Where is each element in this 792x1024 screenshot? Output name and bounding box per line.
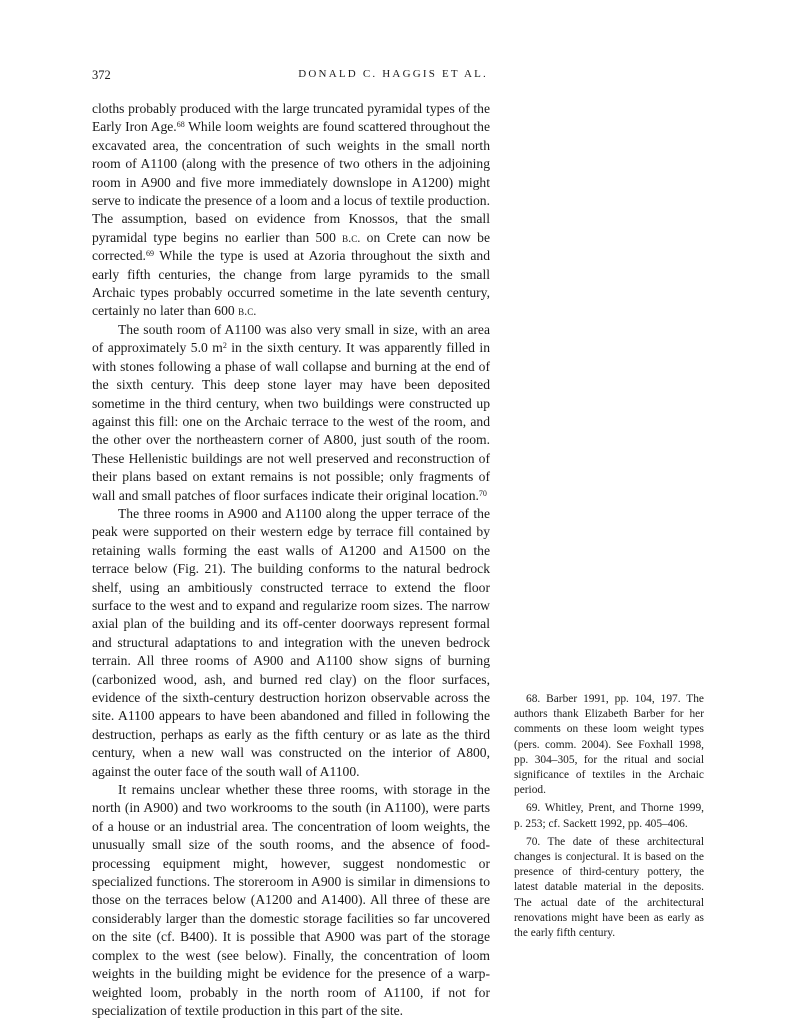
paragraph-2: The south room of A1100 was also very small in size, with an area of approximately 5.0 $m^2$ in the sixth century. It was apparently filled in with stones following a phase of wall collapse and burning at the end of the sixth century. This deep stone layer may have been deposited sometime in the third century, when two buildings were constructed up against this fill: one on the Archaic terrace to the west of the room, and the other over the northeastern corner of A800, just south of the room. These Hellenistic buildings are not well preserved and reconstruction of their plans based on extant remains is not possible; only fragments of wall and small patches of floor surfaces indicate their original location.$^{70}$ <box>92 321 490 503</box>
footnote-69: 69. Whitley, Prent, and Thorne 1999, p. 253; cf. Sackett 1992, pp. 405–406. <box>514 802 704 830</box>
body-text <box>92 100 490 1020</box>
paragraph-3: The three rooms in A900 and A1100 along the upper terrace of the peak were supported on their western edge by terrace fill contained by retaining walls forming the east walls of A1200 and A1500 on the terrace below (Fig. 21). The building conforms to the natural bedrock shelf, using an ambitiously constructed terrace to extend the floor surface to the west and to expand and regularize room sizes. The narrow axial plan of the building and its off-center doorways represent formal and structural adaptations to and integration with the uneven bedrock terrain. All three rooms of A900 and A1100 show signs of burning (carbonized wood, ash, and burned red clay) on the floor surfaces, evidence of the sixth-century destruction horizon observable across the site. A1100 appears to have been abandoned and filled in following the destruction, perhaps as early as the fifth century or as late as the third century, when a new wall was constructed on the interior of A800, against the outer face of the south wall of A1100. <box>92 505 490 779</box>
page-number: 372 <box>92 68 111 82</box>
footnotes <box>514 692 704 944</box>
running-head: DONALD C. HAGGIS ET AL. <box>298 68 488 80</box>
paragraph-1: cloths probably produced with the large truncated pyramidal types of the Early Iron Age.$^{68}$ While loom weights are found scattered throughout the excavated area, the concentration of such weights in the small north room of A1100 (along with the presence of two others in the adjoining room in A900 and five more immediately downslope in A1200) might serve to indicate the presence of a loom and a locus of textile production. The assumption, based on evidence from Knossos, that the small pyramidal type begins no earlier than 500 b.c. on Crete can now be corrected.$^{69}$ While the type is used at Azoria throughout the sixth and early fifth centuries, the change from large pyramids to the small Archaic types probably occurred sometime in the late seventh century, certainly no later than 600 b.c. <box>92 101 490 319</box>
paragraph-4: It remains unclear whether these three rooms, with storage in the north (in A900) and two workrooms to the south (in A1100), were parts of a house or an industrial area. The concentration of loom weights, the unusually small size of the south rooms, and the absence of food-processing equipment might, however, suggest nondomestic or specialized functions. The storeroom in A900 is similar in dimensions to those on the terraces below (A1200 and A1400). All three of these are considerably larger than the domestic storage facilities so far uncovered on the site (cf. B400). It is possible that A900 was part of the storage complex to the west (see below). Finally, the concentration of loom weights in the building might be evidence for the presence of a warp-weighted loom, probably in the north room of A1100, if not for specialization of textile production in this part of the site. <box>92 782 490 1018</box>
footnote-ref-70[interactable]: 70 <box>478 488 487 498</box>
footnote-ref-68[interactable]: 68 <box>176 120 185 130</box>
footnote-ref-69[interactable]: 69 <box>145 249 154 259</box>
footnote-68: 68. Barber 1991, pp. 104, 197. The authors thank Elizabeth Barber for her comments on these loom weight types (pers. comm. 2004). See Foxhall 1998, pp. 304–305, for the ritual and social significance of textiles in the Archaic period. <box>514 693 704 797</box>
footnote-70: 70. The date of these architectural changes is conjectural. It is based on the presence of third-century pottery, the latest datable material in the deposits. The actual date of the architectural renovations might have been as early as the early fifth century. <box>514 835 704 940</box>
